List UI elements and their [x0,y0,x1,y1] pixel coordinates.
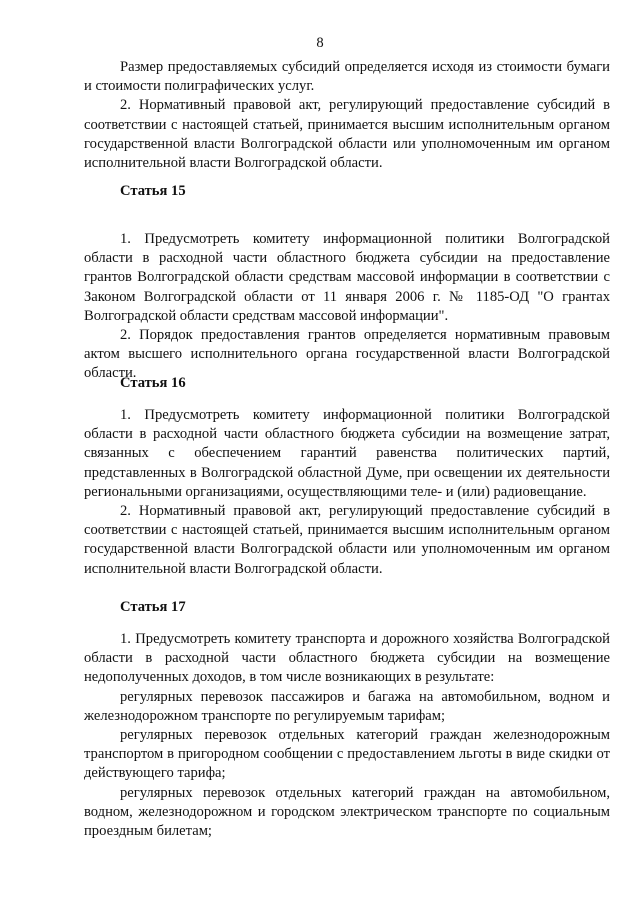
paragraph: 1. Предусмотреть комитету информационной политики Волгоградской области в расходной части областного бюджета субсидии на предоставление грантов Волгоградской области средствам массовой информации в соответствии с Законом Волгоградской области от 11 января 2006 г. № 1185-ОД "О грантах Волгоградской области средствам массовой информации". [84,231,610,324]
paragraph: 2. Нормативный правовой акт, регулирующий предоставление субсидий в соответствии с настоящей статьей, принимается высшим исполнительным органом государственной власти Волгоградской области или уполномоченным им органом исполнительной власти Волгоградской области. [84,97,610,172]
article-17-body [84,630,610,841]
page-number: 8 [316,35,324,51]
paragraph: 1. Предусмотреть комитету информационной политики Волгоградской области в расходной части областного бюджета субсидии на возмещение затрат, связанных с обеспечением гарантий равенства политических партий, представленных в Волгоградской областной Думе, при освещении их деятельности региональными организациями, осуществляющими теле- и (или) радиовещание. [84,407,610,500]
article-heading: Статья 15 [120,183,186,199]
article-15-heading [84,182,610,201]
article-16-body [84,406,610,579]
list-item: регулярных перевозок отдельных категорий граждан железнодорожным транспортом в пригородном сообщении с предоставлением льготы в виде скидки от действующего тарифа; [84,727,610,782]
paragraph: Размер предоставляемых субсидий определяется исходя из стоимости бумаги и стоимости полиграфических услуг. [84,59,610,95]
article-heading: Статья 16 [120,375,186,391]
article-17-heading [84,598,610,617]
paragraph: 2. Порядок предоставления грантов определяется нормативным правовым актом высшего исполнительного органа государственной власти Волгоградской области. [84,327,610,382]
article-16-heading [84,374,610,393]
list-item: регулярных перевозок пассажиров и багажа на автомобильном, водном и железнодорожном транспорте по регулируемым тарифам; [84,688,610,724]
intro-block [84,58,610,173]
paragraph: 1. Предусмотреть комитету транспорта и дорожного хозяйства Волгоградской области в расходной части областного бюджета субсидии на возмещение недополученных доходов, в том числе возникающих в результате: [84,631,610,686]
list-item: регулярных перевозок отдельных категорий граждан на автомобильном, водном, железнодорожном и городском электрическом транспорте по социальным проездным билетам; [84,784,610,840]
article-heading: Статья 17 [120,599,186,615]
article-15-body [84,230,610,384]
paragraph: 2. Нормативный правовой акт, регулирующий предоставление субсидий в соответствии с настоящей статьей, принимается высшим исполнительным органом государственной власти Волгоградской области или уполномоченным им органом исполнительной власти Волгоградской области. [84,503,610,577]
